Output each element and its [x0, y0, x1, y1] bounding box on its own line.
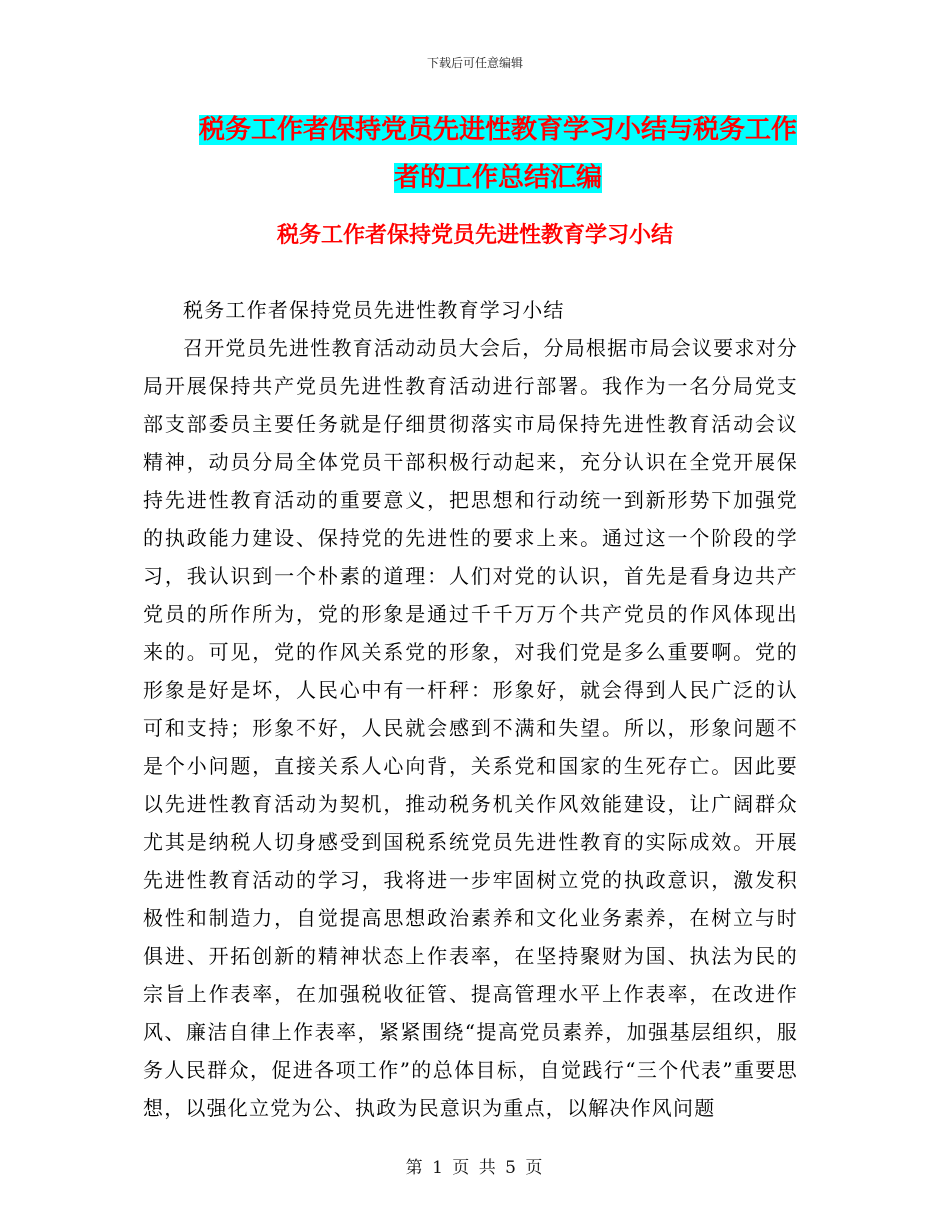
document-title: [192, 106, 804, 202]
paragraph-subtitle: 税务工作者保持党员先进性教育学习小结: [183, 298, 565, 322]
page-number: 第 1 页 共 5 页: [405, 1158, 545, 1178]
paragraph-main: 召开党员先进性教育活动动员大会后，分局根据市局会议要求对分局开展保持共产党员先进性教育活动进行部署。我作为一名分局党支部支部委员主要任务就是仔细贯彻落实市局保持先进性教育活动会议精神，动员分局全体党员干部积极行动起来，充分认识在全党开展保持先进性教育活动的重要意义，把思想和行动统一到新形势下加强党的执政能力建设、保持党的先进性的要求上来。通过这一个阶段的学习，我认识到一个朴素的道理：人们对党的认识，首先是看身边共产党员的所作所为，党的形象是通过千千万万个共产党员的作风体现出来的。可见，党的作风关系党的形象，对我们党是多么重要啊。党的形象是好是坏，人民心中有一杆秤：形象好，就会得到人民广泛的认可和支持；形象不好，人民就会感到不满和失望。所以，形象问题不是个小问题，直接关系人心向背，关系党和国家的生死存亡。因此要以先进性教育活动为契机，推动税务机关作风效能建设，让广阔群众尤其是纳税人切身感受到国税系统党员先进性教育的实际成效。开展先进性教育活动的学习，我将进一步牢固树立党的执政意识，激发积极性和制造力，自觉提高思想政治素养和文化业务素养，在树立与时俱进、开拓创新的精神状态上作表率，在坚持聚财为国、执法为民的宗旨上作表率，在加强税收征管、提高管理水平上作表率，在改进作风、廉洁自律上作表率，紧紧围绕“提高党员素养，加强基层组织，服务人民群众，促进各项工作”的总体目标，自觉践行“三个代表”重要思想，以强化立党为公、执政为民意识为重点，以解决作风问题: [143, 336, 798, 1120]
page-header-note: 下载后可任意编辑: [426, 56, 523, 70]
document-title-line-2: 者的工作总结汇编: [393, 163, 602, 193]
document-body: [143, 291, 798, 1127]
document-title-line-1: 税务工作者保持党员先进性教育学习小结与税务工作: [198, 115, 797, 145]
section-heading: 税务工作者保持党员先进性教育学习小结: [276, 223, 673, 248]
